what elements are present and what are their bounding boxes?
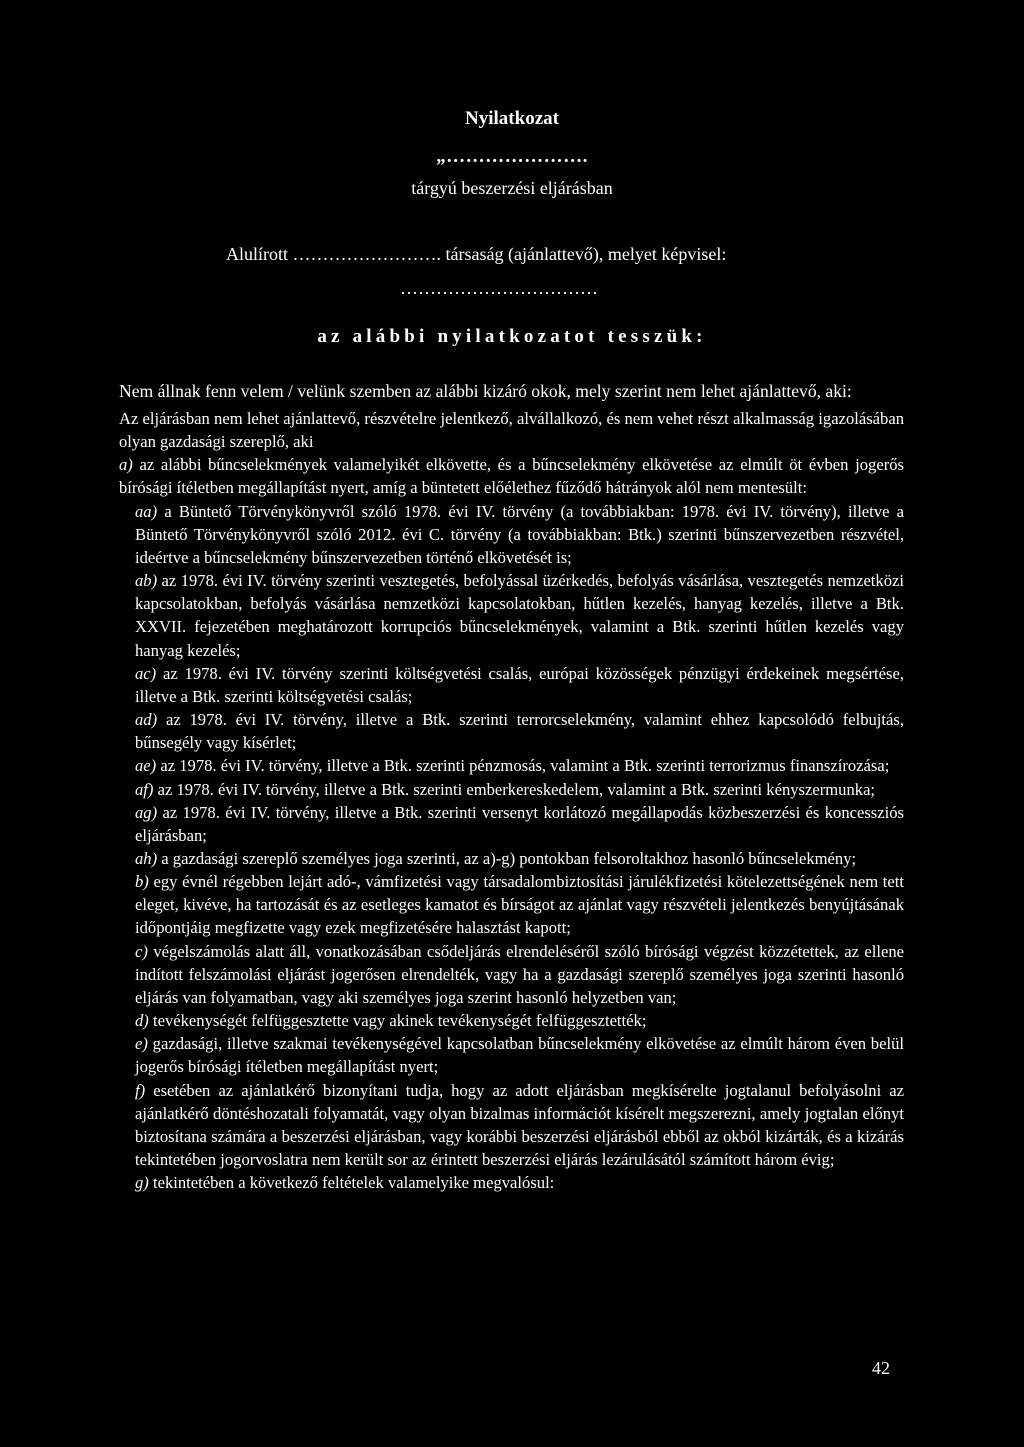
item-text: a gazdasági szereplő személyes joga szerinti, az a)-g) pontokban felsoroltakhoz hasonló bűncselekmény; [161,848,857,868]
item-marker: ad) [135,710,158,730]
item-marker: g) [135,1173,149,1193]
exclusion-item [119,1009,904,1032]
exclusion-item [119,847,904,870]
item-text: egy évnél régebben lejárt adó-, vámfizetési vagy társadalombiztosítási járulékfizetési kötelezettségének nem tett eleget, kivéve, ha tartozását és az esetleges kamatot és bírságot az ajánlat vagy részvételi jelentkezés benyújtásának időpontjáig megfizette vagy ezek megfizetésére halasztást kapott; [135,872,904,938]
item-text: az 1978. évi IV. törvény szerinti vesztegetés, befolyással üzérkedés, befolyás vásárlása, vesztegetés nemzetközi kapcsolatokban, befolyás vásárlása nemzetközi kapcsolatokban, hűtlen kezelés, hanyag kezelés, illetve a Btk. XXVII. fejezetében meghatározott korrupciós bűncselekmények, valamint a Btk. szerinti hűtlen kezelés vagy hanyag kezelés; [135,571,904,660]
item-marker: ah) [135,848,158,868]
item-marker: ag) [135,802,158,822]
exclusion-item [119,500,904,569]
item-text: esetében az ajánlatkérő bizonyítani tudja, hogy az adott eljárásban megkísérelte jogtalanul befolyásolni az ajánlatkérő döntéshozatali folyamatát, vagy olyan bizalmas információt kísérelt megszerezni, amely jogtalan előnyt biztosítana számára a beszerzési eljárásban, vagy korábbi beszerzési eljárásból ebből az okból kizárták, és a kizárás tekintetében jogorvoslatra nem került sor az érintett beszerzési eljárás lezárulásától számított három évig; [135,1080,905,1169]
item-text: az 1978. évi IV. törvény, illetve a Btk. szerinti versenyt korlátozó megállapodás közbeszerzési és koncessziós eljárásban; [135,802,904,845]
item-marker: af) [135,779,154,799]
item-text: a Büntető Törvénykönyvről szóló 1978. évi IV. törvény (a továbbiakban: 1978. évi IV. törvény), illetve a Büntető Törvénykönyvről szóló 2012. évi C. törvény (a továbbiakban: Btk.) szerinti bűnszervezetben részvétel, ideértve a bűncselekmény bűnszervezetben történő elkövetését is; [135,501,904,567]
item-marker: ac) [135,663,157,683]
exclusion-item [119,801,904,847]
item-marker: b) [135,872,149,892]
exclusion-item [119,778,904,801]
item-marker: aa) [135,501,158,521]
exclusion-item [119,1032,904,1078]
item-text: az 1978. évi IV. törvény szerinti költségvetési csalás, európai közösségek pénzügyi érdekeinek megsértése, illetve a Btk. szerinti költségvetési csalás; [135,663,904,706]
lead-paragraph: Nem állnak fenn velem / velünk szemben az alábbi kizáró okok, mely szerint nem lehet ajánlattevő, aki: [119,381,852,401]
declaration-heading: az alábbi nyilatkozatot tesszük: [317,326,707,347]
item-text: az alábbi bűncselekmények valamelyikét elkövette, és a bűncselekmény elkövetése az elmúlt öt évben jogerős bírósági ítéletben megállapítást nyert, amíg a büntetett előélethez fűződő hátrányok alól nem mentesült: [119,455,904,498]
item-marker: ab) [135,571,158,591]
document-body [119,379,904,1194]
exclusion-item [119,870,904,939]
exclusion-item [119,569,904,662]
item-marker: ae) [135,756,157,776]
undersigned-line: Alulírott ……………………. társaság (ajánlattevő), melyet képvisel: [226,244,727,264]
exclusion-item [119,940,904,1009]
item-marker: a) [119,455,133,475]
item-text: az 1978. évi IV. törvény, illetve a Btk. szerinti pénzmosás, valamint a Btk. szerinti terrorizmus finanszírozása; [160,756,890,776]
page-number: 42 [872,1358,890,1378]
item-text: az 1978. évi IV. törvény, illetve a Btk. szerinti terrorcselekmény, valamint ehhez kapcsolódó felbujtás, bűnsegély vagy kísérlet; [135,710,904,753]
exclusion-item [119,1079,904,1172]
item-marker: f) [135,1080,146,1100]
exclusion-item [119,708,904,754]
item-marker: d) [135,1011,149,1031]
item-text: az 1978. évi IV. törvény, illetve a Btk. szerinti emberkereskedelem, valamint a Btk. szerinti kényszermunka; [157,779,876,799]
item-text: tekintetében a következő feltételek valamelyike megvalósul: [152,1173,555,1193]
exclusion-item [119,1171,904,1194]
intro-paragraph: Az eljárásban nem lehet ajánlattevő, részvételre jelentkező, alvállalkozó, és nem vehet részt alkalmasság igazolásában olyan gazdasági szereplő, aki [119,409,904,452]
item-text: tevékenységét felfüggesztette vagy akinek tevékenységét felfüggesztették; [152,1011,647,1031]
procedure-name-placeholder: „…………………. [436,146,588,167]
exclusion-item [119,453,904,499]
document-subtitle: tárgyú beszerzési eljárásban [411,178,613,198]
exclusion-item [119,662,904,708]
document-title: Nyilatkozat [465,108,559,129]
item-text: gazdasági, illetve szakmai tevékenységével kapcsolatban bűncselekmény elkövetése az elmúlt három éven belül jogerős bírósági ítéletben megállapítást nyert; [135,1034,904,1077]
exclusion-list [119,453,904,1194]
exclusion-item [119,754,904,777]
representative-placeholder: …………………………… [400,278,598,298]
item-marker: c) [135,941,148,961]
item-marker: e) [135,1034,148,1054]
item-text: végelszámolás alatt áll, vonatkozásában csődeljárás elrendeléséről szóló bírósági végzést közzétettek, az ellene indított felszámolási eljárást jogerősen elrendelték, vagy ha a gazdasági szereplő személyes joga szerinti hasonló eljárás van folyamatban, vagy aki személyes joga szerint hasonló helyzetben van; [135,941,904,1007]
